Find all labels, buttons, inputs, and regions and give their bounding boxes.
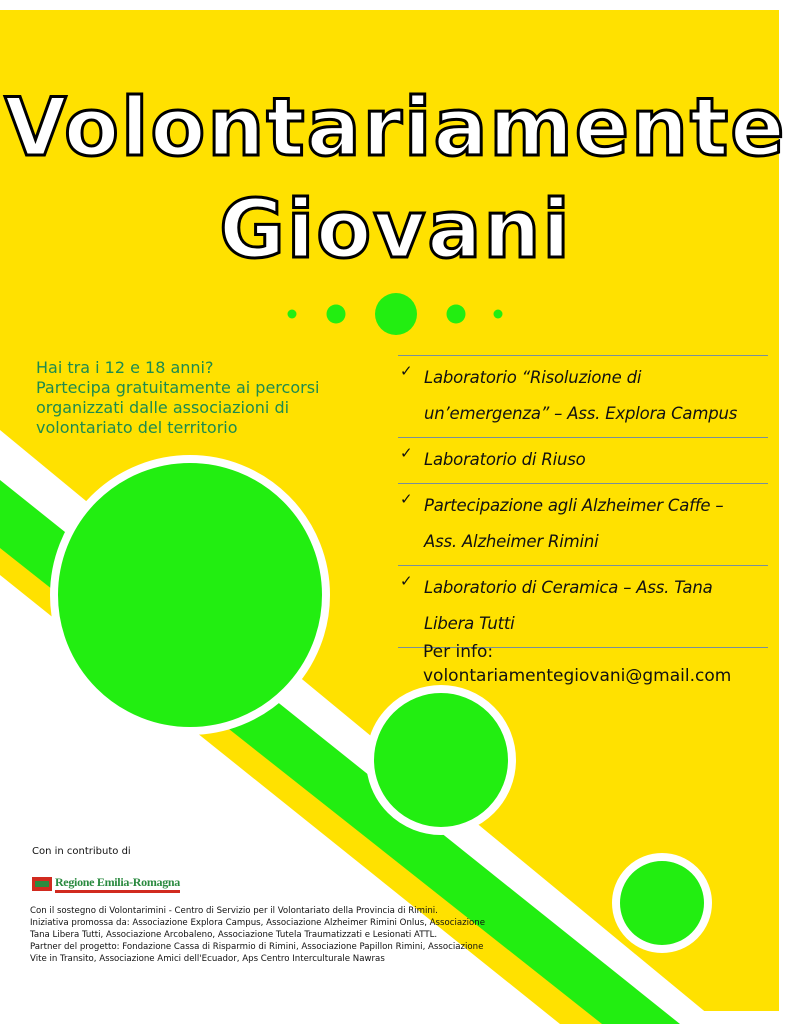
dot-medium-left	[327, 305, 346, 324]
big-circle-3	[616, 857, 708, 949]
regione-logo	[32, 873, 180, 895]
big-circle-2	[370, 689, 512, 831]
big-circle-1	[54, 459, 326, 731]
footer-paragraph: Con il sostegno di Volontarimini - Centro di Servizio per il Volontariato della Provincia di Rimini.	[30, 906, 438, 916]
contact-info	[423, 640, 731, 688]
title-line-1: Volontariamente	[4, 81, 787, 174]
contact-email[interactable]: volontariamentegiovani@gmail.com	[423, 666, 732, 686]
dot-small-left	[288, 310, 297, 319]
intro-line: Partecipa gratuitamente ai percorsi	[36, 378, 320, 397]
activity-text: Laboratorio di Ceramica – Ass. Tana	[424, 578, 713, 597]
intro-line: volontariato del territorio	[36, 418, 238, 437]
activity-text: Partecipazione agli Alzheimer Caffe –	[424, 496, 724, 515]
check-icon: ✓	[400, 572, 413, 590]
activity-text: un’emergenza” – Ass. Explora Campus	[424, 404, 738, 423]
dot-small-right	[494, 310, 503, 319]
check-icon: ✓	[400, 444, 413, 462]
contribution-label: Con in contributo di	[32, 846, 131, 857]
footer-paragraph: Partner del progetto: Fondazione Cassa di Risparmio di Rimini, Associazione Papillon Rimini, Associazione Vite in Transito, Associazione Amici dell'Ecuador, Aps Centro Interculturale Nawras	[30, 942, 484, 964]
info-label: Per info:	[423, 642, 494, 662]
footer-credits	[30, 905, 498, 965]
footer-paragraph: Iniziativa promossa da: Associazione Explora Campus, Associazione Alzheimer Rimini Onlus, Associazione Tana Libera Tutti, Associazione Arcobaleno, Associazione Tutela Traumatizzati e Lesionati ATTL.	[30, 918, 486, 940]
activity-text: Ass. Alzheimer Rimini	[424, 532, 599, 551]
activity-item	[398, 356, 768, 438]
check-icon: ✓	[400, 362, 413, 380]
intro-line: Hai tra i 12 e 18 anni?	[36, 358, 214, 377]
dot-large-center	[375, 293, 417, 335]
activity-item	[398, 484, 768, 566]
title-line-2: Giovani	[219, 183, 572, 276]
regione-logo-text: Regione Emilia-Romagna	[55, 875, 180, 893]
activity-item	[398, 438, 768, 484]
activity-text: Libera Tutti	[424, 614, 515, 633]
dot-medium-right	[447, 305, 466, 324]
activity-text: Laboratorio di Riuso	[424, 450, 586, 469]
activity-text: Laboratorio “Risoluzione di	[424, 368, 642, 387]
intro-line: organizzati dalle associazioni di	[36, 398, 290, 417]
activities-list	[398, 355, 768, 648]
regione-flag-icon	[32, 877, 52, 891]
check-icon: ✓	[400, 490, 413, 508]
intro-text	[36, 358, 376, 438]
activity-item	[398, 566, 768, 648]
